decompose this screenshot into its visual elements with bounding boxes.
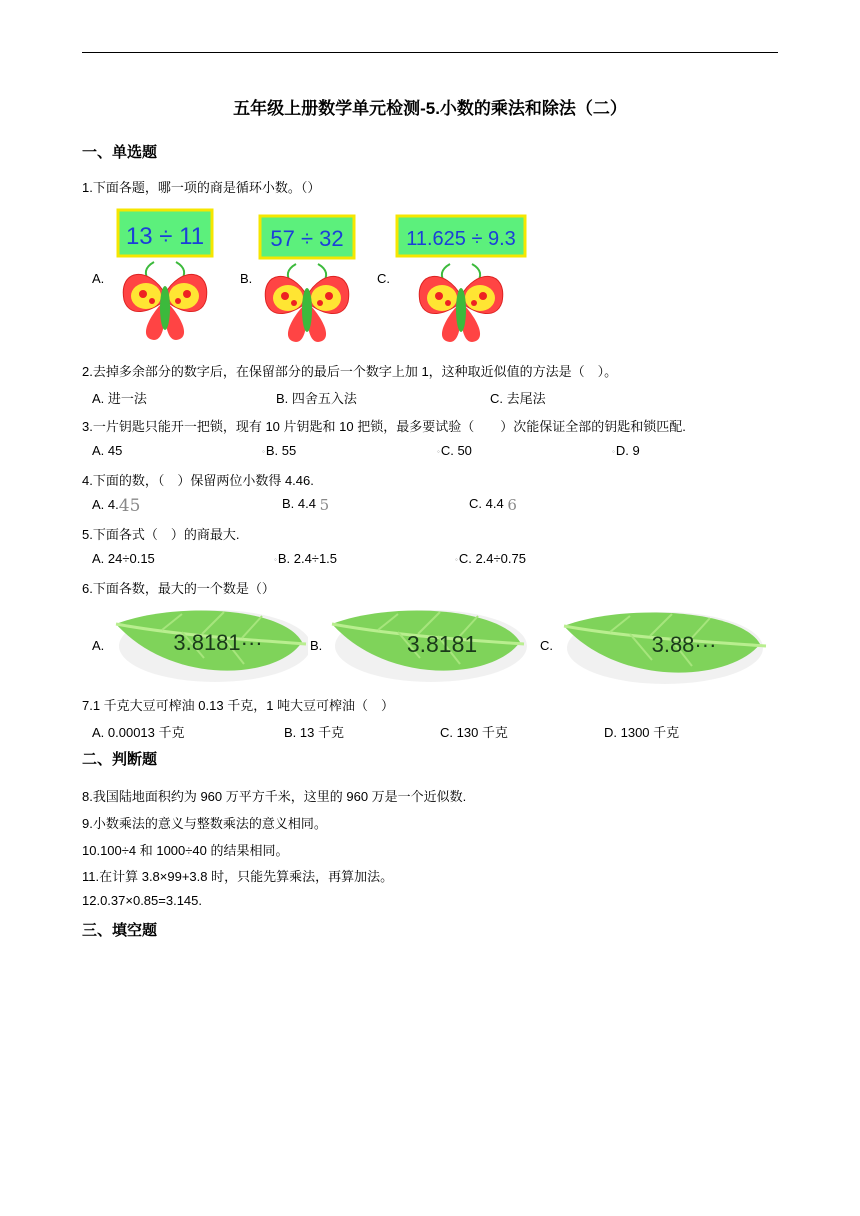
q3-option-b-text: B. 55 xyxy=(265,443,297,458)
butterfly-icon xyxy=(265,264,348,342)
q1-option-c-expression: 11.625 ÷ 9.3 xyxy=(406,228,516,250)
q4-option-b xyxy=(282,496,329,514)
q1-option-a-label: A. xyxy=(92,271,105,286)
section-heading-fill-in: 三、填空题 xyxy=(82,922,158,939)
q4-option-c xyxy=(469,496,517,514)
q2-option-a: A. 进一法 xyxy=(92,391,147,406)
q4-option-b-text: B. 4.4 xyxy=(282,496,316,511)
q6-option-b-label: B. xyxy=(310,638,323,653)
q4-option-c-text: C. 4.4 xyxy=(469,496,504,511)
question-7: 7.1 千克大豆可榨油 0.13 千克，1 吨大豆可榨油（ ） xyxy=(82,698,395,713)
question-9: 9.小数乘法的意义与整数乘法的意义相同。 xyxy=(82,816,327,831)
q7-option-c: C. 130 千克 xyxy=(440,725,508,740)
bullet-dot: ◦ xyxy=(274,555,277,565)
butterfly-icon xyxy=(419,264,502,342)
q1-option-b-butterfly-card xyxy=(252,212,362,352)
q1-option-b-expression: 57 ÷ 32 xyxy=(270,226,344,251)
top-rule xyxy=(82,52,778,53)
question-12: 12.0.37×0.85=3.145. xyxy=(82,893,203,908)
question-3: 3.一片钥匙只能开一把锁，现有 10 片钥匙和 10 把锁，最多要试验（ ）次能保证全部的钥匙和锁匹配. xyxy=(82,419,686,434)
q6-option-a-leaf xyxy=(112,602,308,686)
q3-option-a: A. 45 xyxy=(92,443,123,458)
q6-option-b-leaf xyxy=(328,602,528,686)
q4-option-a-recurring-digits: 45 xyxy=(118,496,141,516)
q4-option-b-recurring-digit: 5 xyxy=(319,496,330,514)
question-1: 1.下面各题，哪一项的商是循环小数。（） xyxy=(82,180,321,195)
q4-option-a-text: A. 4. xyxy=(92,497,119,512)
q7-option-b: B. 13 千克 xyxy=(284,725,344,740)
q4-option-c-recurring-digit: 6 xyxy=(507,496,517,514)
bullet-dot: ◦ xyxy=(262,447,265,457)
q5-option-b xyxy=(274,551,337,566)
q2-option-b: B. 四舍五入法 xyxy=(276,391,357,406)
q1-option-a-butterfly-card xyxy=(110,208,220,348)
q5-option-a: A. 24÷0.15 xyxy=(92,551,155,566)
question-6: 6.下面各数，最大的一个数是（） xyxy=(82,581,275,596)
question-8: 8.我国陆地面积约为 960 万平方千米，这里的 960 万是一个近似数. xyxy=(82,789,467,804)
question-5: 5.下面各式（ ）的商最大. xyxy=(82,527,240,542)
q6-option-c-number: 3.88··· xyxy=(651,632,717,657)
q3-option-d-text: D. 9 xyxy=(615,443,640,458)
bullet-dot: ◦ xyxy=(455,555,458,565)
page-title: 五年级上册数学单元检测-5.小数的乘法和除法（二） xyxy=(233,99,627,118)
q3-option-b xyxy=(262,443,296,458)
bullet-dot: ◦ xyxy=(437,447,440,457)
q4-option-a xyxy=(92,496,140,516)
q6-option-a-label: A. xyxy=(92,638,105,653)
q6-option-a-number: 3.8181··· xyxy=(173,630,263,655)
question-2: 2.去掉多余部分的数字后，在保留部分的最后一个数字上加 1，这种取近似值的方法是（ ）。 xyxy=(82,364,618,379)
q7-option-d: D. 1300 千克 xyxy=(604,725,680,740)
q1-option-c-butterfly-card xyxy=(394,214,534,354)
butterfly-icon xyxy=(123,262,206,340)
q5-option-b-text: B. 2.4÷1.5 xyxy=(277,551,338,566)
q3-option-c xyxy=(437,443,472,458)
q5-option-c xyxy=(455,551,526,566)
question-10: 10.100÷4 和 1000÷40 的结果相同。 xyxy=(82,843,289,858)
q3-option-c-text: C. 50 xyxy=(440,443,472,458)
q7-option-a: A. 0.00013 千克 xyxy=(92,725,185,740)
section-heading-true-false: 二、判断题 xyxy=(82,751,158,768)
question-4: 4.下面的数，（ ）保留两位小数得 4.46. xyxy=(82,473,314,488)
question-11: 11.在计算 3.8×99+3.8 时，只能先算乘法，再算加法。 xyxy=(82,869,394,884)
section-heading-single-choice: 一、单选题 xyxy=(82,144,158,161)
q1-option-a-expression: 13 ÷ 11 xyxy=(125,223,205,250)
q3-option-d xyxy=(612,443,640,458)
q1-option-b-label: B. xyxy=(240,271,253,286)
q6-option-b-number: 3.8181 xyxy=(406,631,478,657)
q1-option-c-label: C. xyxy=(377,271,390,286)
q2-option-c: C. 去尾法 xyxy=(490,391,546,406)
q6-option-c-leaf xyxy=(560,604,770,688)
q5-option-c-text: C. 2.4÷0.75 xyxy=(458,551,526,566)
bullet-dot: ◦ xyxy=(612,447,615,457)
q6-option-c-label: C. xyxy=(540,638,553,653)
